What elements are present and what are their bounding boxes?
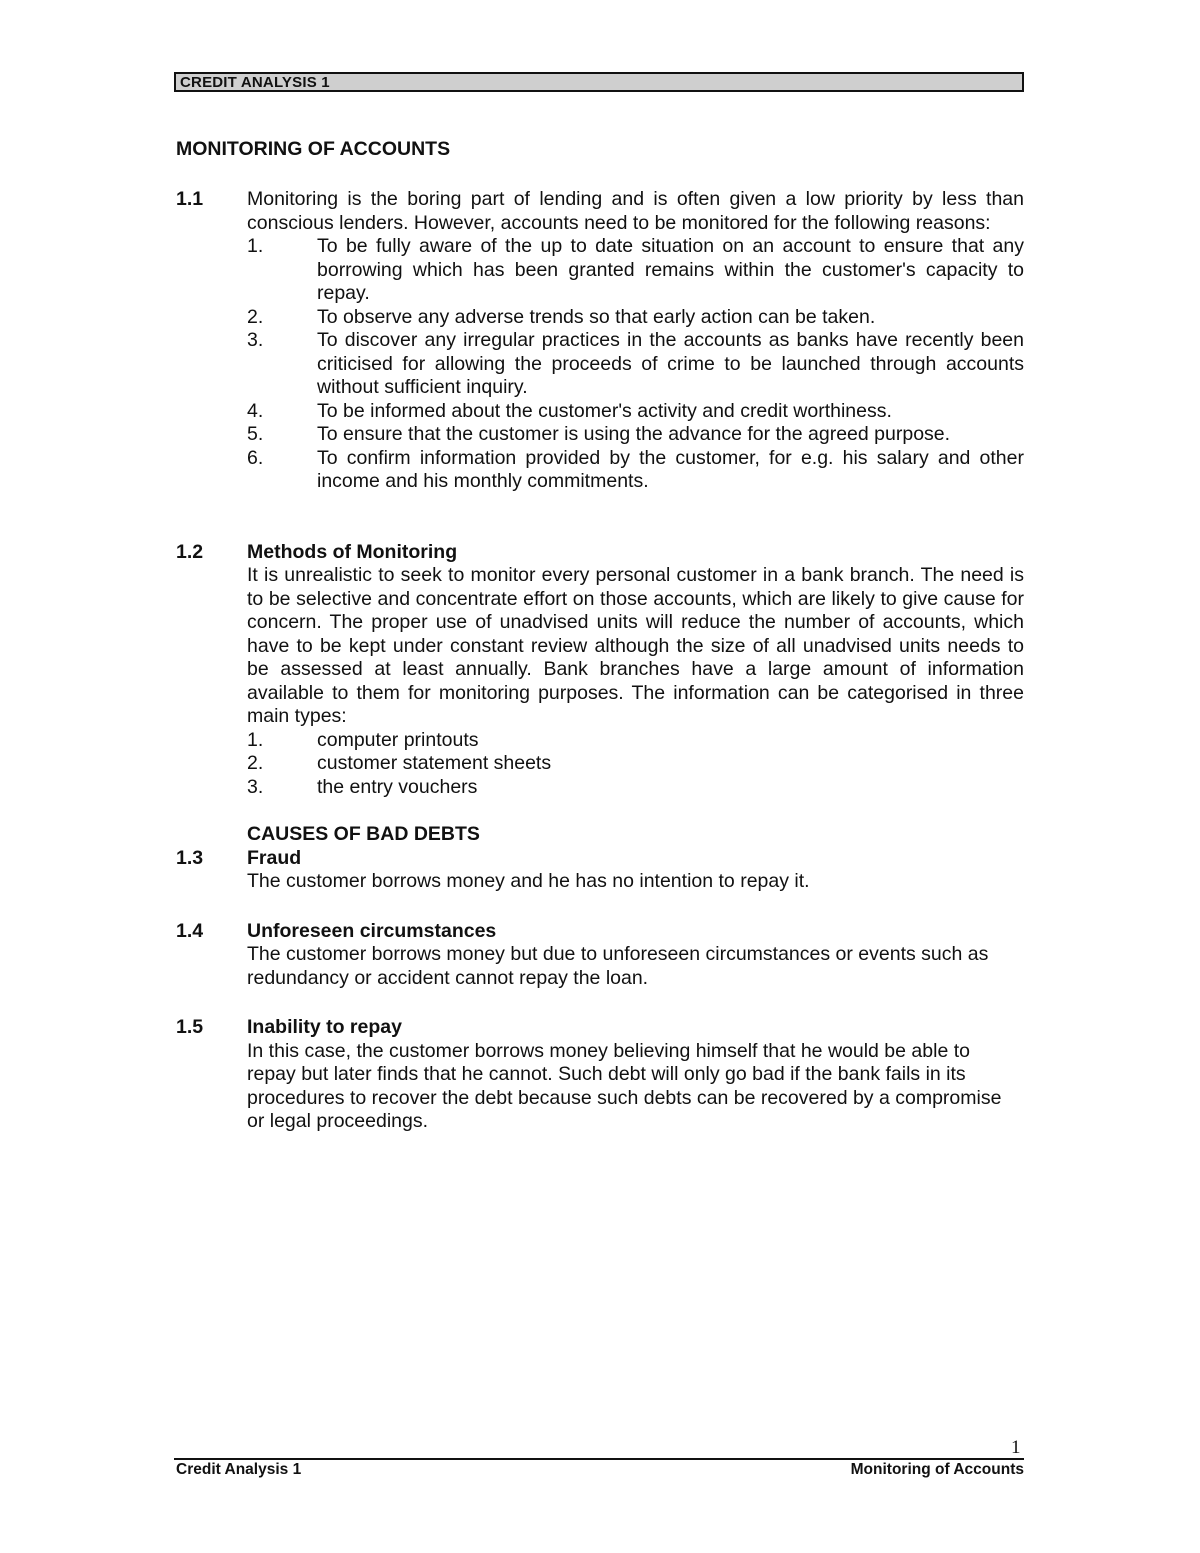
list-item — [247, 752, 1024, 776]
list-item-text: computer printouts — [317, 728, 479, 751]
section-body: It is unrealistic to seek to monitor every personal customer in a bank branch. The need is to be selective and concentrate effort on those accounts, which are likely to give cause for concern. The proper use of unadvised units will reduce the number of accounts, which have to be kept under constant review although the size of all unadvised units needs to be assessed at least annually. Bank branches have a large amount of information available to them for monitoring purposes. The information can be categorised in three main types: — [247, 564, 1024, 727]
list-item-number: 1. — [247, 728, 264, 751]
document-body — [176, 138, 1024, 1134]
list-item — [247, 447, 1024, 494]
list-item-text: To ensure that the customer is using the advance for the agreed purpose. — [317, 423, 951, 445]
information-types-list — [247, 729, 1024, 800]
list-item-text: To observe any adverse trends so that early action can be taken. — [317, 305, 876, 328]
list-item-number: 2. — [247, 305, 264, 328]
section-number: 1.1 — [176, 188, 204, 210]
document-title: MONITORING OF ACCOUNTS — [176, 138, 451, 160]
footer-divider — [174, 1458, 1024, 1460]
list-item-number: 2. — [247, 752, 264, 774]
list-item-number: 4. — [247, 399, 264, 422]
list-item-text: the entry vouchers — [317, 775, 478, 798]
section-1-5 — [176, 1016, 1024, 1134]
section-number: 1.4 — [176, 919, 204, 942]
list-item-number: 5. — [247, 423, 264, 445]
footer-right-text: Monitoring of Accounts — [850, 1461, 1024, 1478]
footer-left-text: Credit Analysis 1 — [176, 1461, 302, 1478]
list-item-text: To confirm information provided by the customer, for e.g. his salary and other income and his monthly commitments. — [317, 446, 1024, 492]
section-body: The customer borrows money and he has no intention to repay it. — [247, 870, 810, 892]
section-1-2 — [176, 541, 1024, 800]
list-item-text: To be informed about the customer's activity and credit worthiness. — [317, 399, 892, 422]
section-number: 1.3 — [176, 846, 204, 869]
section-body: In this case, the customer borrows money believing himself that he would be able to repay but later finds that he cannot. Such debt will only go bad if the bank fails in its procedures to recover the debt because such debts can be recovered by a compromise or legal proceedings. — [247, 1039, 1002, 1132]
running-header — [174, 72, 1024, 92]
section-1-1 — [176, 188, 1024, 494]
list-item — [247, 306, 1024, 330]
section-heading: Inability to repay — [247, 1016, 402, 1038]
reasons-list — [247, 235, 1024, 494]
list-item-text: To be fully aware of the up to date situation on an account to ensure that any borrowing which has been granted remains within the customer's capacity to repay. — [317, 235, 1024, 304]
list-item-number: 3. — [247, 329, 264, 351]
list-item — [247, 235, 1024, 306]
section-heading: Methods of Monitoring — [247, 540, 458, 563]
list-item-text: customer statement sheets — [317, 752, 552, 774]
causes-of-bad-debts — [176, 823, 1024, 847]
section-number: 1.2 — [176, 540, 204, 563]
list-item — [247, 423, 1024, 447]
list-item-number: 6. — [247, 446, 264, 469]
section-intro: Monitoring is the boring part of lending and is often given a low priority by less than conscious lenders. However, accounts need to be monitored for the following reasons: — [247, 188, 1024, 234]
section-1-3 — [176, 847, 1024, 894]
section-number: 1.5 — [176, 1016, 204, 1038]
header-title: CREDIT ANALYSIS 1 — [180, 74, 330, 91]
list-item — [247, 329, 1024, 400]
section-1-4 — [176, 920, 1024, 991]
section-heading: Unforeseen circumstances — [247, 919, 497, 942]
page-number: 1 — [1011, 1437, 1021, 1458]
list-item-number: 1. — [247, 235, 264, 257]
list-item — [247, 729, 1024, 753]
section-body: The customer borrows money but due to unforeseen circumstances or events such as redundancy or accident cannot repay the loan. — [247, 943, 989, 989]
section-heading: Fraud — [247, 846, 302, 869]
list-item — [247, 776, 1024, 800]
causes-heading: CAUSES OF BAD DEBTS — [247, 823, 480, 845]
list-item-number: 3. — [247, 775, 264, 798]
list-item — [247, 400, 1024, 424]
list-item-text: To discover any irregular practices in the accounts as banks have recently been criticised for allowing the proceeds of crime to be launched through accounts without sufficient inquiry. — [317, 329, 1024, 398]
